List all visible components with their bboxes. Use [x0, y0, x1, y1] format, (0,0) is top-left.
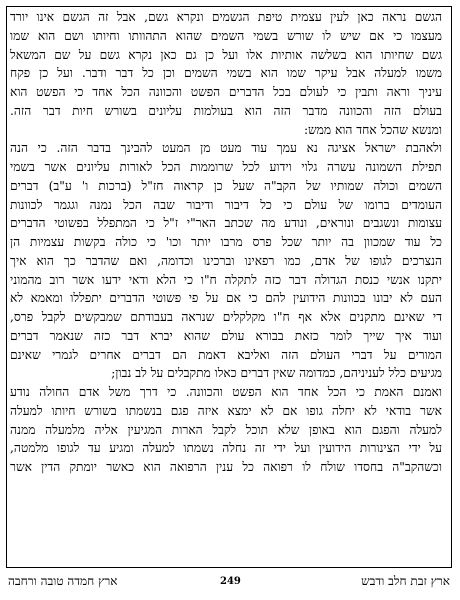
text-line: די שאינם מתקנים אלא אף ח"ו מקלקלים שנראה בעבודתם שמבקשים לקבל פרס,: [10, 310, 442, 324]
text-line: העומדים ברומו של עולם כי כל דיבור ודיבור שבה הכל נמנה וגגמר לכוונות: [10, 197, 442, 212]
text-line: משמו למעלה אבל עיקר שמו הוא בשמי השמים וכן כל דבר ודבר. ועל כן פקח: [10, 66, 442, 81]
footer-left-title: ארץ חמדה טובה ורחבה: [8, 574, 118, 588]
text-line: ואמנם האמת כי הכל אחד הוא הפשט והכוונה. כי דרך משל אדם החולה נודע: [10, 385, 442, 399]
text-line: הגשם נראה כאן לעין עצמית טיפת הגשמים ונקרא גשם, אבל זה הגשם אינו יורד: [10, 10, 442, 24]
text-line: גשם שחיותו הוא בשלשה אותיות אלו ועל כן גם כאן נקרא גשם על שם המשאל: [10, 47, 442, 62]
footer-right-title: ארץ זבת חלב ודבש: [361, 574, 450, 588]
text-line: מעצמו כי אם שיש לו שורש בשמי השמים שהוא התהוותו וחיותו ושם הוא שמו: [10, 28, 442, 43]
text-line: אשר בודאי לא יחלה גופו אם לא ימצא איזה פגם בנשמתו בשורש חיותו למעלה: [10, 403, 442, 418]
text-line: הנצרכים לגופו של אדם, כמו רפאינו וברכינו וכדומה, ואם שהדבר כך הוא איך: [10, 253, 442, 268]
page-number: 249: [220, 576, 241, 587]
text-line: המורים על דברי העולם הזה ואליבא דאמת הם דברים אחרים לגמרי שאינם: [10, 347, 442, 362]
text-line: למעלה והפגם הוא באופן שלא תוכל לקבל הארות המגיעין אליה מלמעלה ממנה: [10, 422, 442, 437]
text-line: על ידי הצינורות הידועין ועל ידי זה נחלה נשמתו למעלה ומגיע עד לגופו מלמטה,: [10, 441, 442, 456]
text-line: ומנשא שהכל אחד הוא ממש:: [303, 122, 442, 137]
main-text-block: [10, 8, 442, 560]
text-line: יתקנו אנשי כנסת הגדולה דבר כזה לתקלה ח"ו כי הלא ודאי ידעו אשר רוב מהמוני: [10, 272, 442, 287]
text-line: כל עוד שמכוון בה יותר שכל פרס מרבו יותר וכו' כי כולה בקשות עצמיות הן: [10, 235, 442, 249]
text-line: עצומות ונשגבים ונוראים, ונודע מה שכתב האר"י ז"ל כי המתפלל בפשוטי הדברים: [10, 216, 442, 231]
text-line: ועוד איך שייך לומר כזאת בבורא עולם שהוא יברא דבר כזה שנאמר דברים: [10, 328, 442, 343]
text-line: וכשהקב"ה בחסדו שולח לו רפואה כל ענין הרפואה הוא כאשר יומתק הדין אשר: [10, 460, 442, 474]
text-line: השמים וכולה שמותיו של הקב"ה שעל כן קראוה חז"ל (ברכות ו' ע"ב) דברים: [10, 178, 442, 193]
text-line: העם לא יבונו בכוונות הידועין להם כי אם על פי פשוטי הדברים יתפללו ומאמא לא: [10, 291, 442, 306]
text-line: בעולם הזה והכוונה מדבר הזה הוא בעולמות עליונים בשורש חיות דבר הזה.: [10, 103, 442, 118]
text-line: עיניך וראה ותבין כי לעולם בכל הדברים הפשט והכוונה הכל אחד כי הפשט הוא: [10, 85, 442, 99]
text-line: ולאהבת ישראל אציגה נא עמך עוד מעט מן המעט להבינך בדבר הזה. כי הנה: [10, 141, 442, 156]
page-footer: [6, 572, 452, 594]
text-line: מגיעים כלל לעניניהם, כמדומה שאין דברים כאלו מתקבלים על לב נבון;: [111, 366, 442, 381]
text-line: תפילת השמונה עשרה גלוי וידוע לכל שרוממות הכל לאורות עליונים אשר בשמי: [10, 160, 442, 174]
